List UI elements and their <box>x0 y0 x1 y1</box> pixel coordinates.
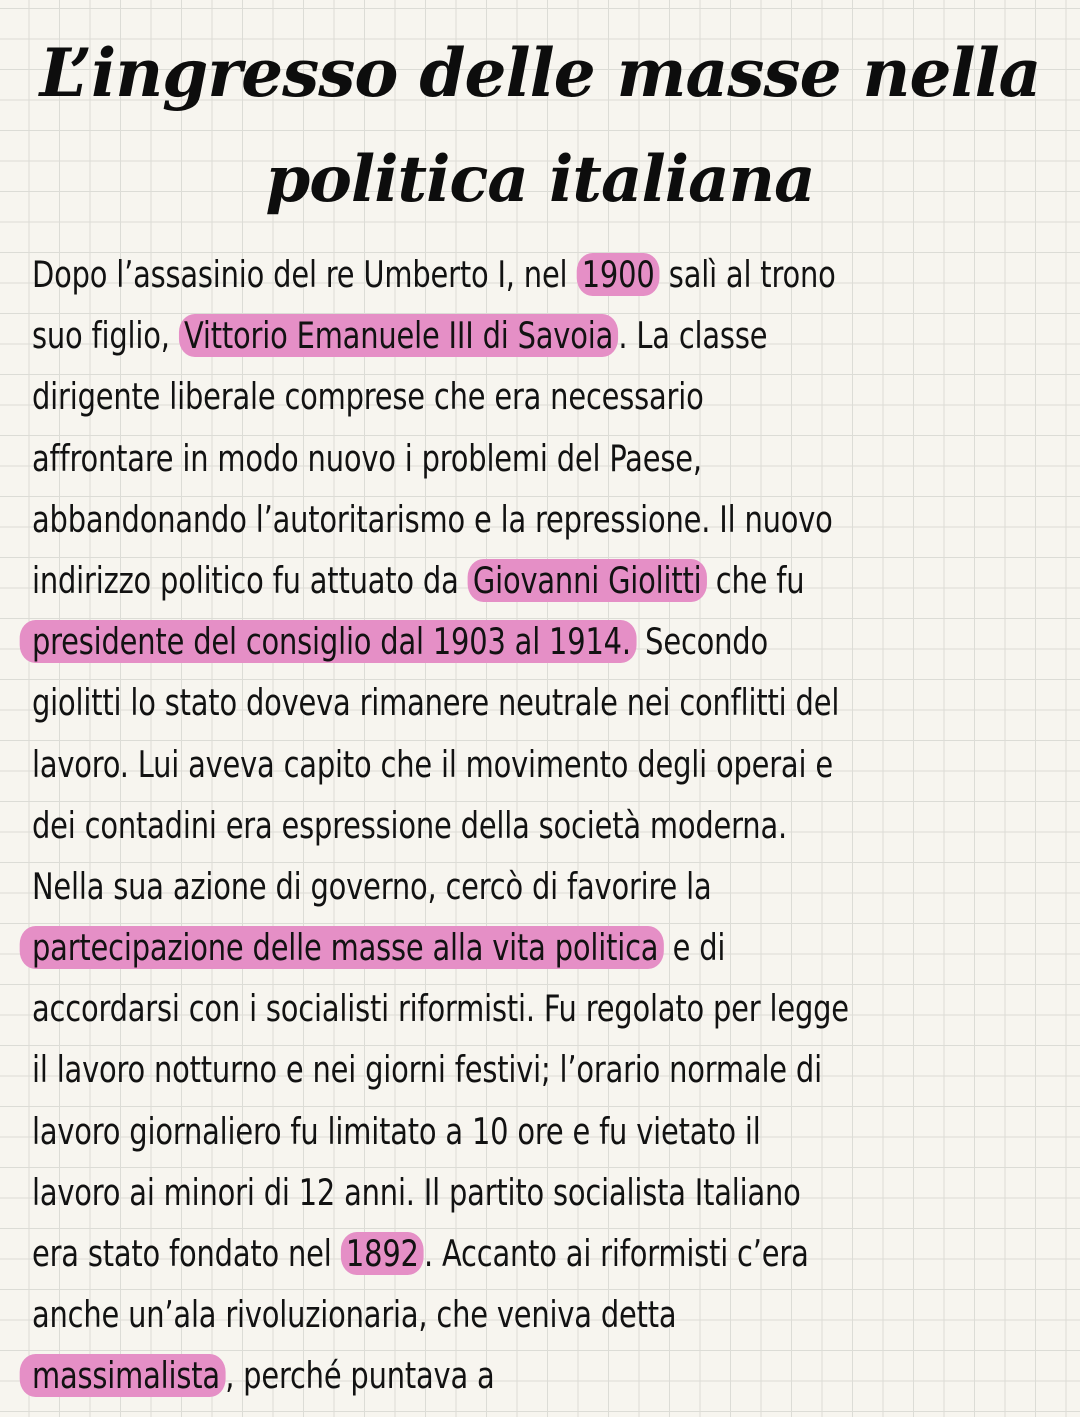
text-line <box>32 244 921 305</box>
text-line: anche un’ala rivoluzionaria, che veniva detta <box>32 1293 677 1337</box>
text-line <box>32 1345 921 1406</box>
text-line <box>32 917 921 978</box>
highlight-partecipazione: partecipazione delle masse alla vita politica <box>20 926 664 969</box>
highlight-year-1892: 1892 <box>341 1232 424 1275</box>
text-span: Secondo <box>636 620 768 664</box>
highlight-presidente: presidente del consiglio dal 1903 al 1914. <box>20 620 636 663</box>
text-line: affrontare in modo nuovo i problemi del Paese, <box>32 436 702 480</box>
title-line-1: L’ingresso delle masse nella <box>39 34 1041 112</box>
text-span: . Accanto ai riformisti c’era <box>424 1232 809 1275</box>
text-line <box>32 550 921 611</box>
text-line: lavoro ai minori di 12 anni. Il partito socialista Italiano <box>32 1170 801 1214</box>
text-line: Nella sua azione di governo, cercò di favorire la <box>32 864 712 908</box>
text-line: lavoro giornaliero fu limitato a 10 ore e fu vietato il <box>32 1109 761 1153</box>
text-line: abbandonando l’autoritarismo e la repressione. Il nuovo <box>32 497 833 541</box>
text-line: dei contadini era espressione della società moderna. <box>32 803 787 847</box>
text-line: il lavoro notturno e nei giorni festivi; l’orario normale di <box>32 1048 822 1092</box>
text-line: lavoro. Lui aveva capito che il movimento degli operai e <box>32 742 833 786</box>
title-line-2: politica italiana <box>265 142 815 217</box>
text-span: era stato fondato nel <box>32 1232 341 1275</box>
text-span: . La classe <box>618 314 768 358</box>
text-line <box>32 305 921 366</box>
highlight-vittorio-emanuele: Vittorio Emanuele III di Savoia <box>179 314 619 357</box>
text-line <box>32 611 921 672</box>
highlight-giolitti: Giovanni Giolitti <box>468 559 707 602</box>
text-span: salì al trono <box>659 253 836 296</box>
text-line <box>32 1223 921 1284</box>
text-line: dirigente liberale comprese che era necessario <box>32 375 704 419</box>
text-line: accordarsi con i socialisti riformisti. Fu regolato per legge <box>32 987 849 1031</box>
highlight-year-1900: 1900 <box>576 253 659 296</box>
highlight-massimalista: massimalista <box>20 1354 226 1397</box>
text-span: Dopo l’assasinio del re Umberto I, nel <box>32 253 577 296</box>
text-span: indirizzo politico fu attuato da <box>32 558 468 602</box>
text-line: giolitti lo stato doveva rimanere neutrale nei conflitti del <box>32 681 840 725</box>
text-span: , perché puntava a <box>225 1354 495 1398</box>
text-span: suo figlio, <box>32 314 179 358</box>
text-span: e di <box>663 926 726 970</box>
text-span: che fu <box>706 558 805 602</box>
body-paragraph <box>32 244 921 1407</box>
